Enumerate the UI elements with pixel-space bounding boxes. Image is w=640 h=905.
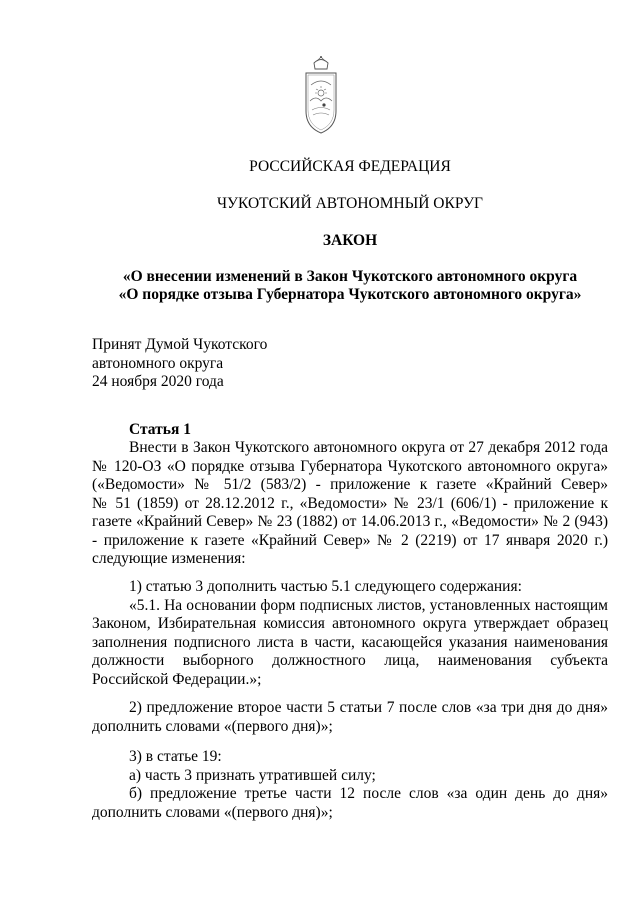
country-heading: РОССИЙСКАЯ ФЕДЕРАЦИЯ — [249, 158, 451, 175]
law-title-line-2: «О порядке отзыва Губернатора Чукотского автономного округа» — [118, 286, 582, 303]
item-lead: 1) статью 3 дополнить частью 5.1 следующего содержания: — [129, 578, 522, 595]
quote-line: должности выборного должностного лица, наименования субъекта — [92, 652, 608, 669]
sub-item-b-line: дополнить словами «(первого дня)»; — [92, 803, 333, 821]
amendment-item-1 — [92, 578, 608, 689]
paragraph-line: газете «Крайний Север» № 23 (1882) от 14.06.2013 г., «Ведомости» № 2 (943) — [92, 513, 608, 530]
article-heading: Статья 1 — [129, 421, 191, 438]
article-intro-paragraph — [92, 439, 608, 569]
paragraph-line: («Ведомости» № 51/2 (583/2) - приложение к газете «Крайний Север» — [92, 476, 608, 493]
paragraph-line: следующие изменения: — [92, 550, 246, 567]
document-type-heading: ЗАКОН — [322, 232, 378, 249]
item-lead: 3) в статье 19: — [129, 748, 222, 765]
amendment-item-3 — [92, 748, 608, 822]
item-line: дополнить словами «(первого дня)»; — [92, 717, 333, 735]
adoption-line: Принят Думой Чукотского — [92, 336, 268, 353]
quote-line: Законом, Избирательная комиссия автономного округа утверждает образец — [92, 615, 608, 632]
paragraph-line: № 51 (1859) от 28.12.2012 г., «Ведомости» № 23/1 (606/1) - приложение к — [92, 494, 608, 512]
law-title-line-1: «О внесении изменений в Закон Чукотского автономного округа — [122, 268, 578, 285]
sub-item-b-line: б) предложение третье части 12 после слов «за один день до дня» — [129, 785, 608, 802]
amendment-item-2 — [92, 699, 608, 736]
quote-line: Российской Федерации.»; — [92, 670, 262, 688]
region-heading: ЧУКОТСКИЙ АВТОНОМНЫЙ ОКРУГ — [216, 195, 484, 212]
item-line: 2) предложение второе части 5 статьи 7 после слов «за три дня до дня» — [129, 699, 608, 716]
paragraph-line: Внести в Закон Чукотского автономного округа от 27 декабря 2012 года — [129, 439, 608, 456]
coat-of-arms-emblem — [300, 55, 342, 137]
quote-line: «5.1. На основании форм подписных листов, установленных настоящим — [129, 596, 608, 614]
quote-line: заполнения подписного листа в части, касающейся указания наименования — [92, 633, 608, 651]
paragraph-line: - приложение к газете «Крайний Север» № 2 (2219) от 17 января 2020 г.) — [92, 531, 608, 549]
adoption-date: 24 ноября 2020 года — [92, 373, 224, 390]
adoption-line: автономного округа — [92, 354, 224, 372]
paragraph-line: № 120-ОЗ «О порядке отзыва Губернатора Чукотского автономного округа» — [92, 457, 608, 475]
sub-item-a: а) часть 3 признать утратившей силу; — [129, 766, 376, 784]
adoption-info — [92, 336, 608, 392]
